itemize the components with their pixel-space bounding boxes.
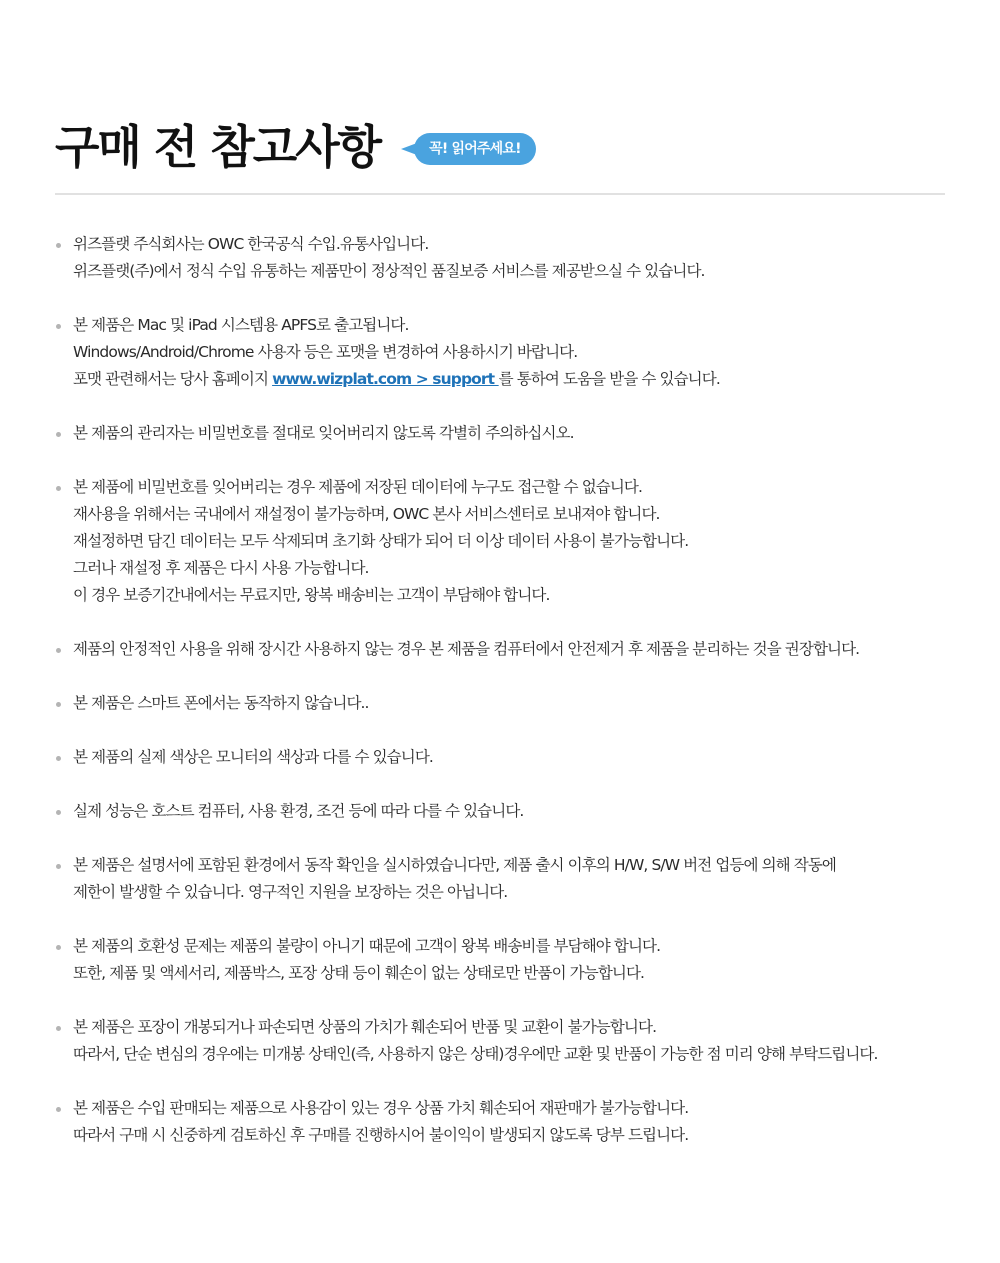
notice-text-line: 재사용을 위해서는 국내에서 재설정이 불가능하며, OWC 본사 서비스센터로 보내져야 합니다. (73, 505, 660, 523)
notice-text-line: 재설정하면 담긴 데이터는 모두 삭제되며 초기화 상태가 되어 더 이상 데이터 사용이 불가능합니다. (73, 532, 689, 550)
notice-text-line: 본 제품의 실제 색상은 모니터의 색상과 다를 수 있습니다. (73, 748, 433, 766)
notice-text-line: 본 제품은 스마트 폰에서는 동작하지 않습니다.. (73, 694, 369, 712)
notes-list (55, 231, 990, 1176)
bullet-dot-icon (56, 432, 61, 437)
bullet-dot-icon (56, 324, 61, 329)
header-divider (55, 193, 945, 195)
notice-text-line: 위즈플랫 주식회사는 OWC 한국공식 수입.유통사입니다. (73, 235, 429, 253)
notice-item (55, 852, 990, 906)
notice-item (55, 636, 990, 663)
notice-text-line: 본 제품은 포장이 개봉되거나 파손되면 상품의 가치가 훼손되어 반품 및 교환이 불가능합니다. (73, 1018, 657, 1036)
bullet-dot-icon (56, 810, 61, 815)
bullet-dot-icon (56, 648, 61, 653)
link-line-prefix: 포맷 관련해서는 당사 홈페이지 (73, 370, 273, 388)
notice-text-line: 제한이 발생할 수 있습니다. 영구적인 지원을 보장하는 것은 아닙니다. (73, 883, 508, 901)
notice-header (55, 112, 536, 182)
must-read-badge (414, 133, 536, 165)
notice-text-line: 따라서 구매 시 신중하게 검토하신 후 구매를 진행하시어 불이익이 발생되지 않도록 당부 드립니다. (73, 1126, 689, 1144)
notice-text-line: 이 경우 보증기간내에서는 무료지만, 왕복 배송비는 고객이 부담해야 합니다. (73, 586, 550, 604)
notice-text-line: Windows/Android/Chrome 사용자 등은 포맷을 변경하여 사용하시기 바랍니다. (73, 343, 578, 361)
notice-item (55, 933, 990, 987)
speech-bubble-tail-icon (401, 143, 417, 155)
must-read-badge-label: 꼭! 읽어주세요! (429, 141, 521, 157)
bullet-dot-icon (56, 945, 61, 950)
notice-text-line: 본 제품의 호환성 문제는 제품의 불량이 아니기 때문에 고객이 왕복 배송비를 부담해야 합니다. (73, 937, 661, 955)
notice-item (55, 690, 990, 717)
bullet-dot-icon (56, 756, 61, 761)
support-page-link[interactable]: www.wizplat.com > support (272, 370, 499, 388)
notice-text-line: 위즈플랫(주)에서 정식 수입 유통하는 제품만이 정상적인 품질보증 서비스를 제공받으실 수 있습니다. (73, 262, 705, 280)
page-title: 구매 전 참고사항 (55, 120, 381, 174)
bullet-dot-icon (56, 702, 61, 707)
notice-text-line: 본 제품은 수입 판매되는 제품으로 사용감이 있는 경우 상품 가치 훼손되어 재판매가 불가능합니다. (73, 1099, 689, 1117)
notice-item (55, 798, 990, 825)
notice-text-line: 실제 성능은 호스트 컴퓨터, 사용 환경, 조건 등에 따라 다를 수 있습니다. (73, 802, 524, 820)
notice-text-line (73, 366, 990, 393)
notice-text-line: 제품의 안정적인 사용을 위해 장시간 사용하지 않는 경우 본 제품을 컴퓨터에서 안전제거 후 제품을 분리하는 것을 권장합니다. (73, 640, 860, 658)
notice-text-line: 따라서, 단순 변심의 경우에는 미개봉 상태인(즉, 사용하지 않은 상태)경우에만 교환 및 반품이 가능한 점 미리 양해 부탁드립니다. (73, 1045, 878, 1063)
bullet-dot-icon (56, 864, 61, 869)
notice-text-line: 본 제품은 설명서에 포함된 환경에서 동작 확인을 실시하였습니다만, 제품 출시 이후의 H/W, S/W 버전 업등에 의해 작동에 (73, 856, 836, 874)
notice-item (55, 1014, 990, 1068)
notice-item (55, 231, 990, 285)
notice-text-line: 그러나 재설정 후 제품은 다시 사용 가능합니다. (73, 559, 369, 577)
notice-item (55, 744, 990, 771)
notice-text-line: 본 제품은 Mac 및 iPad 시스템용 APFS로 출고됩니다. (73, 316, 409, 334)
bullet-dot-icon (56, 486, 61, 491)
bullet-dot-icon (56, 243, 61, 248)
notice-text-line: 본 제품에 비밀번호를 잊어버리는 경우 제품에 저장된 데이터에 누구도 접근할 수 없습니다. (73, 478, 643, 496)
link-line-suffix: 를 통하여 도움을 받을 수 있습니다. (498, 370, 720, 388)
notice-item (55, 474, 990, 609)
bullet-dot-icon (56, 1107, 61, 1112)
bullet-dot-icon (56, 1026, 61, 1031)
notice-item (55, 312, 990, 393)
notice-item (55, 420, 990, 447)
notice-text-line: 또한, 제품 및 액세서리, 제품박스, 포장 상태 등이 훼손이 없는 상태로만 반품이 가능합니다. (73, 964, 645, 982)
notice-text-line: 본 제품의 관리자는 비밀번호를 절대로 잊어버리지 않도록 각별히 주의하십시오. (73, 424, 574, 442)
notice-item (55, 1095, 990, 1149)
